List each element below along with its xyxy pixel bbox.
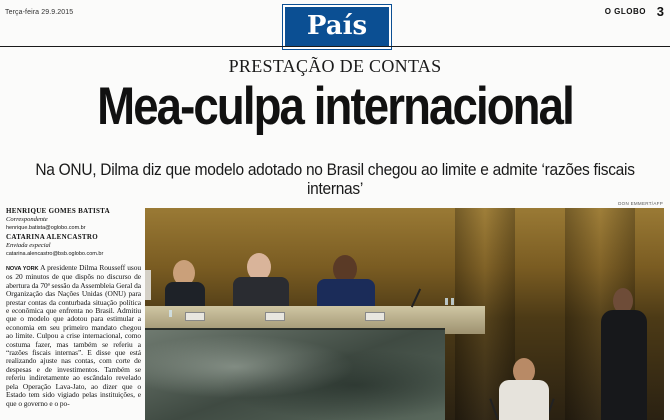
photo-nameplate <box>265 312 285 321</box>
byline-block <box>6 207 142 259</box>
article-body-text: A presidente Dilma Rousseff usou os 20 minutos de que dispôs no discurso de abertura da 70ª sessão da Assembleia Geral da Organização das Nações Unidas (ONU) para prestar contas da conturbada situação política e econômica que enfrenta no Brasil. Admitiu que o modelo que adotou para estimular a economia em seu primeiro mandato chegou ao limite. Culpou a crise internacional, como costuma fazer, mas também se referiu a “razões fiscais internas”. E disse que está realizando ajuste nas contas, com corte de despesas e de investimentos. Também se referiu indiretamente ao escândalo revelado pela Operação Lava-Jato, ao dizer que o Estado tem sido vigiado pelas instituições, e que o governo e o po- <box>6 264 141 408</box>
masthead: O GLOBO <box>604 7 646 16</box>
byline-role: Enviada especial <box>6 242 51 249</box>
page-header <box>0 0 670 44</box>
photo-nameplate <box>185 312 205 321</box>
photo-credit: DON EMMERT/AFP <box>618 201 663 206</box>
article-body <box>6 264 141 420</box>
photo-glass <box>445 298 448 305</box>
byline-email[interactable]: henrique.batista@oglobo.com.br <box>6 225 86 231</box>
photo-screen <box>145 270 151 300</box>
byline-role: Correspondente <box>6 216 48 223</box>
byline-name: HENRIQUE GOMES BATISTA <box>6 207 110 215</box>
page-number: 3 <box>656 4 664 19</box>
byline-name: CATARINA ALENCASTRO <box>6 233 98 241</box>
article-deck: Na ONU, Dilma diz que modelo adotado no Brasil chegou ao limite e admite ‘razões fiscais internas’ <box>35 161 635 198</box>
section-flag <box>283 5 391 49</box>
dateline: NOVA YORK <box>6 266 39 272</box>
issue-date: Terça-feira 29.9.2015 <box>5 9 74 16</box>
article-photo <box>145 208 664 420</box>
article-headline: Mea-culpa internacional <box>97 77 573 136</box>
photo-nameplate <box>365 312 385 321</box>
header-rule <box>0 46 670 47</box>
photo-glass <box>451 298 454 305</box>
article-kicker: PRESTAÇÃO DE CONTAS <box>228 56 442 76</box>
photo-podium <box>145 328 445 420</box>
byline-email[interactable]: catarina.alencastro@bsb.oglobo.com.br <box>6 251 104 257</box>
section-title: País <box>306 11 368 41</box>
photo-glass <box>169 310 172 317</box>
